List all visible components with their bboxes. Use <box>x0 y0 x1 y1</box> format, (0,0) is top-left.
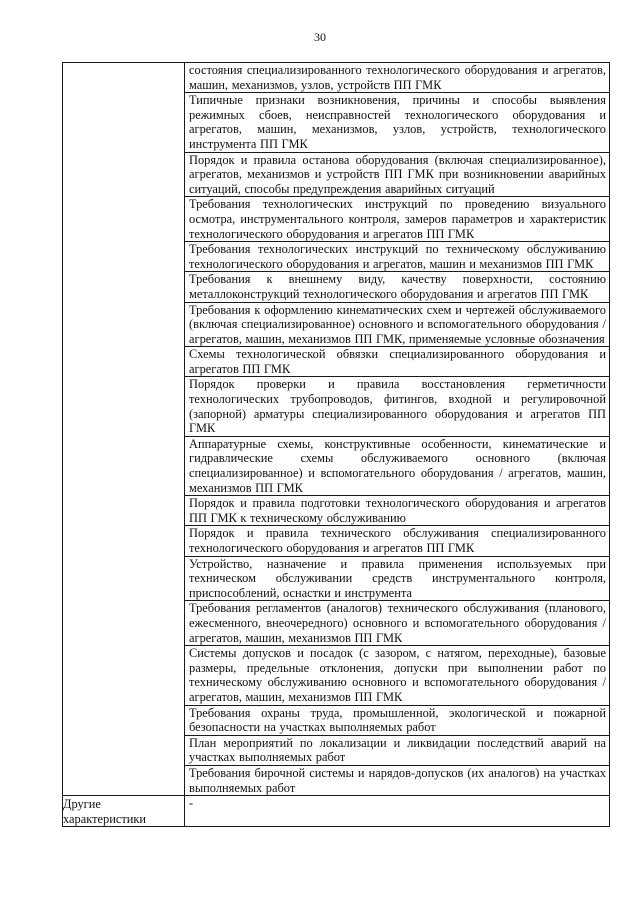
knowledge-item: Порядок и правила подготовки технологического оборудования и агрегатов ПП ГМК к техническому обслуживанию <box>189 496 606 525</box>
knowledge-item: Порядок и правила останова оборудования (включая специализированное), агрегатов, механизмов и устройств ПП ГМК при возникновении аварийных ситуаций, способы предупреждения аварийных ситуаций <box>189 152 606 196</box>
knowledge-item: Системы допусков и посадок (с зазором, с натягом, переходные), базовые размеры, предельные отклонения, допуски при выполнении работ по техническому обслуживанию основного и вспомогательного оборудования / агрегатов, машин, механизмов ПП ГМК <box>189 646 606 704</box>
knowledge-item: Требования охраны труда, промышленной, экологической и пожарной безопасности на участках выполняемых работ <box>189 705 606 735</box>
knowledge-item: Устройство, назначение и правила применения используемых при техническом обслуживании средств инструментального контроля, приспособлений, оснастки и инструмента <box>189 556 606 600</box>
knowledge-item: Типичные признаки возникновения, причины и способы выявления режимных сбоев, неисправностей технологического оборудования и агрегатов, машин, механизмов, узлов, устройств, технологического инструмента ПП ГМК <box>189 93 606 151</box>
knowledge-item: Требования технологических инструкций по проведению визуального осмотра, инструментального контроля, замеров параметров и характеристик технологического оборудования и агрегатов ПП ГМК <box>189 197 606 241</box>
table-cell <box>185 765 610 795</box>
table-cell <box>185 496 610 526</box>
label-cell <box>63 63 185 796</box>
knowledge-item: Порядок проверки и правила восстановления герметичности технологических трубопроводов, фитингов, входной и регулировочной (запорной) арматуры специализированного оборудования и агрегатов ПП ГМК <box>189 377 606 436</box>
knowledge-item: Требования технологических инструкций по техническому обслуживанию технологического оборудования и агрегатов, машин и механизмов ПП ГМК <box>189 242 606 271</box>
table-cell <box>185 197 610 242</box>
table-row <box>63 63 610 93</box>
table-cell <box>185 436 610 495</box>
table-cell <box>185 526 610 556</box>
table-cell <box>185 302 610 347</box>
table-row-other <box>63 796 610 827</box>
other-characteristics-label: Другие характеристики <box>63 796 185 827</box>
page-number: 30 <box>314 30 326 44</box>
knowledge-item: Требования к внешнему виду, качеству поверхности, состоянию металлоконструкций технологического оборудования и агрегатов ПП ГМК <box>189 272 606 301</box>
table-cell <box>185 735 610 765</box>
table-cell <box>185 646 610 705</box>
knowledge-table <box>62 62 610 827</box>
table-cell <box>185 347 610 377</box>
knowledge-item: Порядок и правила технического обслуживания специализированного технологического оборудования и агрегатов ПП ГМК <box>189 526 606 555</box>
knowledge-item: План мероприятий по локализации и ликвидации последствий аварий на участках выполняемых работ <box>189 735 606 765</box>
table-cell <box>185 796 610 827</box>
table-cell <box>185 705 610 735</box>
table-cell <box>185 93 610 152</box>
knowledge-table-body <box>63 63 610 827</box>
knowledge-item: состояния специализированного технологического оборудования и агрегатов, машин, механизмов, узлов, устройств ПП ГМК <box>189 63 606 92</box>
knowledge-item: Аппаратурные схемы, конструктивные особенности, кинематические и гидравлические схемы обслуживаемого основного (включая специализированное) и вспомогательного оборудования / агрегатов, машин, механизмов ПП ГМК <box>189 436 606 495</box>
knowledge-item: Требования к оформлению кинематических схем и чертежей обслуживаемого (включая специализированное) основного и вспомогательного оборудования / агрегатов, машин, механизмов ПП ГМК, применяемые условные обозначения <box>189 302 606 346</box>
table-cell <box>185 152 610 197</box>
table-cell <box>185 556 610 601</box>
table-cell <box>185 242 610 272</box>
table-cell <box>185 63 610 93</box>
knowledge-item: Схемы технологической обвязки специализированного оборудования и агрегатов ПП ГМК <box>189 347 606 376</box>
table-cell <box>185 601 610 646</box>
knowledge-item: Требования бирочной системы и нарядов-допусков (их аналогов) на участках выполняемых работ <box>189 765 606 795</box>
knowledge-table-wrapper <box>62 62 610 827</box>
other-characteristics-value: - <box>189 796 194 811</box>
table-cell <box>185 272 610 302</box>
knowledge-item: Требования регламентов (аналогов) технического обслуживания (планового, ежесменного, внеочередного) основного и вспомогательного оборудования / агрегатов, машин, механизмов ПП ГМК <box>189 601 606 645</box>
table-cell <box>185 377 610 436</box>
